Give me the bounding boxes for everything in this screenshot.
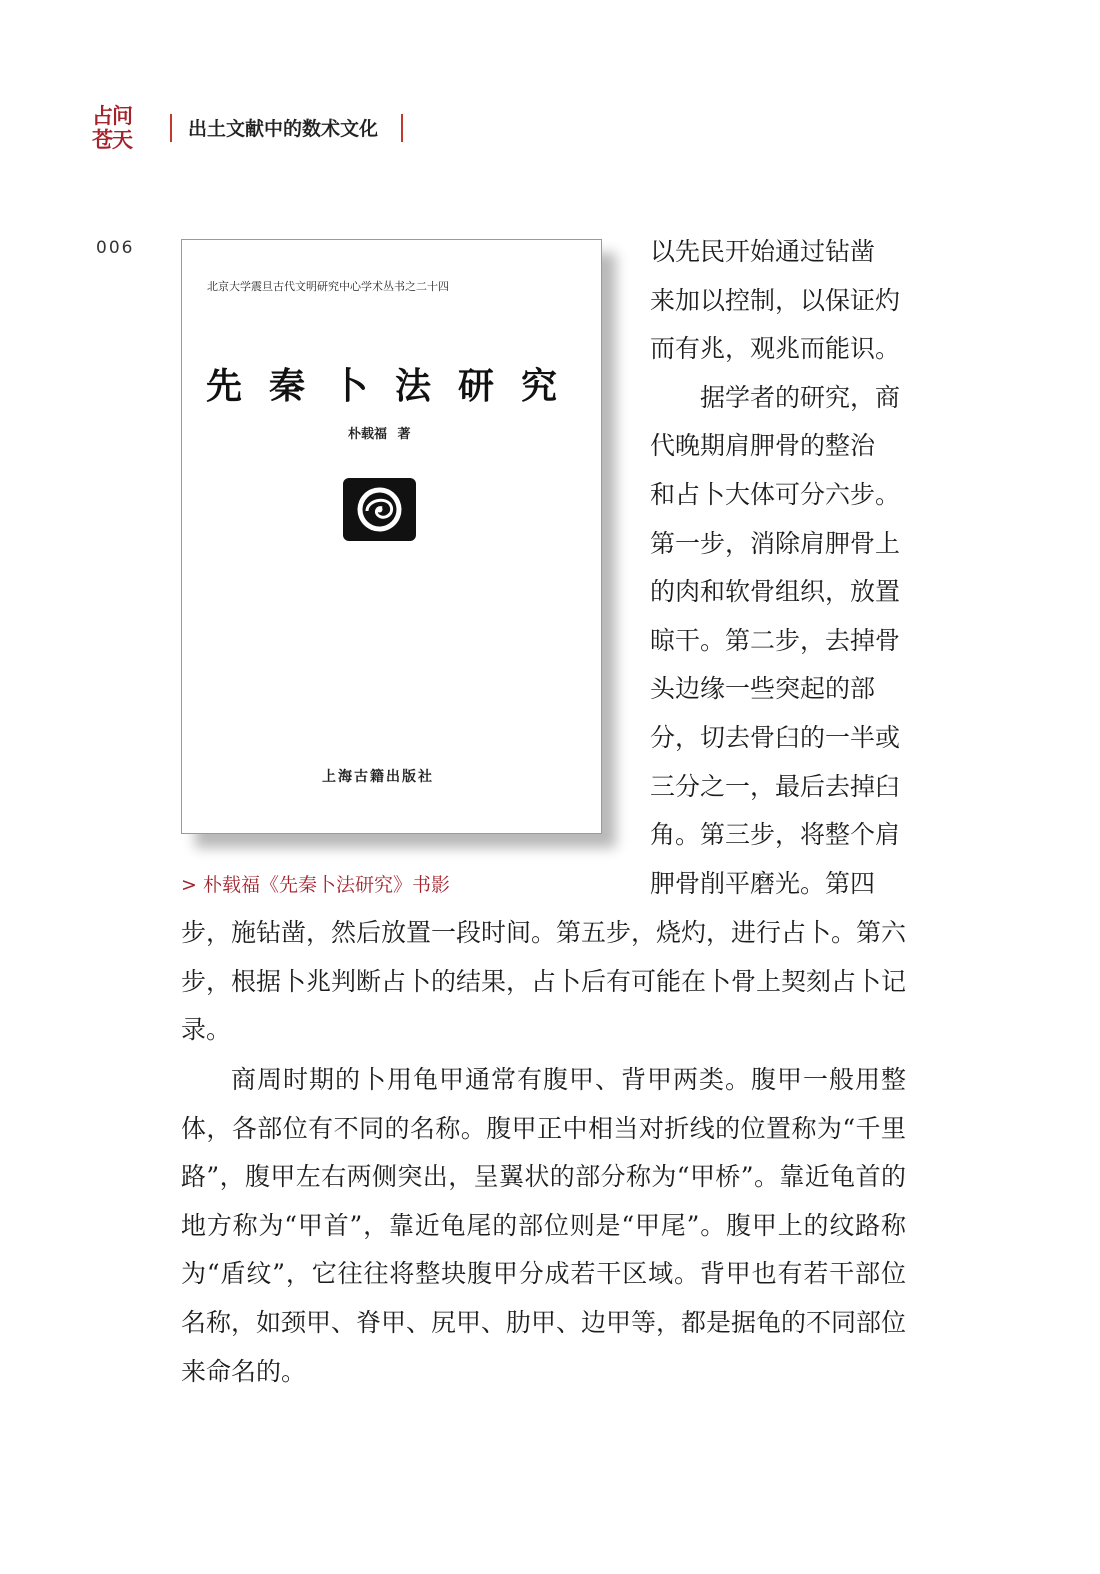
side-line: 第一步，消除肩胛骨上	[650, 528, 901, 558]
paragraph-tortoise-shell: 商周时期的卜用龟甲通常有腹甲、背甲两类。腹甲一般用整体，各部位有不同的名称。腹甲正中相当对折线的位置称为“千里路”，腹甲左右两侧突出，呈翼状的部分称为“甲桥”。靠近龟首的地方称为“甲首”，靠近龟尾的部位则是“甲尾”。腹甲上的纹路称为“盾纹”，它往往将整块腹甲分成若干区域。背甲也有若干部位名称，如颈甲、脊甲、尻甲、肋甲、边甲等，都是据龟的不同部位来命名的。	[181, 1065, 907, 1386]
side-line: 分，切去骨臼的一半或	[650, 722, 901, 752]
side-line: 三分之一，最后去掉臼	[650, 771, 901, 801]
figure-caption: > 朴载福《先秦卜法研究》书影	[181, 874, 450, 896]
book-author: 朴载福 著	[348, 427, 411, 442]
header-divider-right	[401, 114, 403, 142]
book-series-text: 北京大学震旦古代文明研究中心学术丛书之二十四	[207, 280, 449, 293]
running-header-title: 出土文献中的数术文化	[188, 118, 379, 140]
side-line: 头边缘一些突起的部	[650, 674, 876, 704]
book-publisher: 上海古籍出版社	[322, 769, 434, 785]
paragraph-continuation: 步，施钻凿，然后放置一段时间。第五步，烧灼，进行占卜。第六步，根据卜兆判断占卜的结果，占卜后有可能在卜骨上契刻占卜记录。	[181, 918, 907, 1045]
book-cover-image	[181, 239, 602, 834]
book-title: 先秦卜法研究	[206, 365, 585, 407]
page-number: 006	[96, 238, 135, 258]
logo-bottom-text: 苍天	[92, 128, 132, 152]
series-logo	[92, 104, 144, 152]
side-line: 代晚期肩胛骨的整治	[650, 431, 876, 461]
side-line: 而有兆，观兆而能识。	[650, 334, 901, 364]
seal-emblem-icon	[343, 478, 416, 541]
side-line: 来加以控制，以保证灼	[650, 285, 901, 315]
header-divider-left	[170, 114, 172, 142]
side-line: 晾干。第二步，去掉骨	[650, 625, 901, 655]
side-line: 据学者的研究，商	[700, 382, 901, 412]
side-line: 胛骨削平磨光。第四	[650, 868, 876, 898]
logo-top-text: 占问	[92, 104, 132, 128]
side-line: 角。第三步，将整个肩	[650, 820, 901, 850]
side-line: 和占卜大体可分六步。	[650, 479, 901, 509]
side-line: 的肉和软骨组织，放置	[650, 577, 901, 607]
side-line: 以先民开始通过钻凿	[650, 237, 876, 266]
side-column-text	[650, 228, 906, 908]
